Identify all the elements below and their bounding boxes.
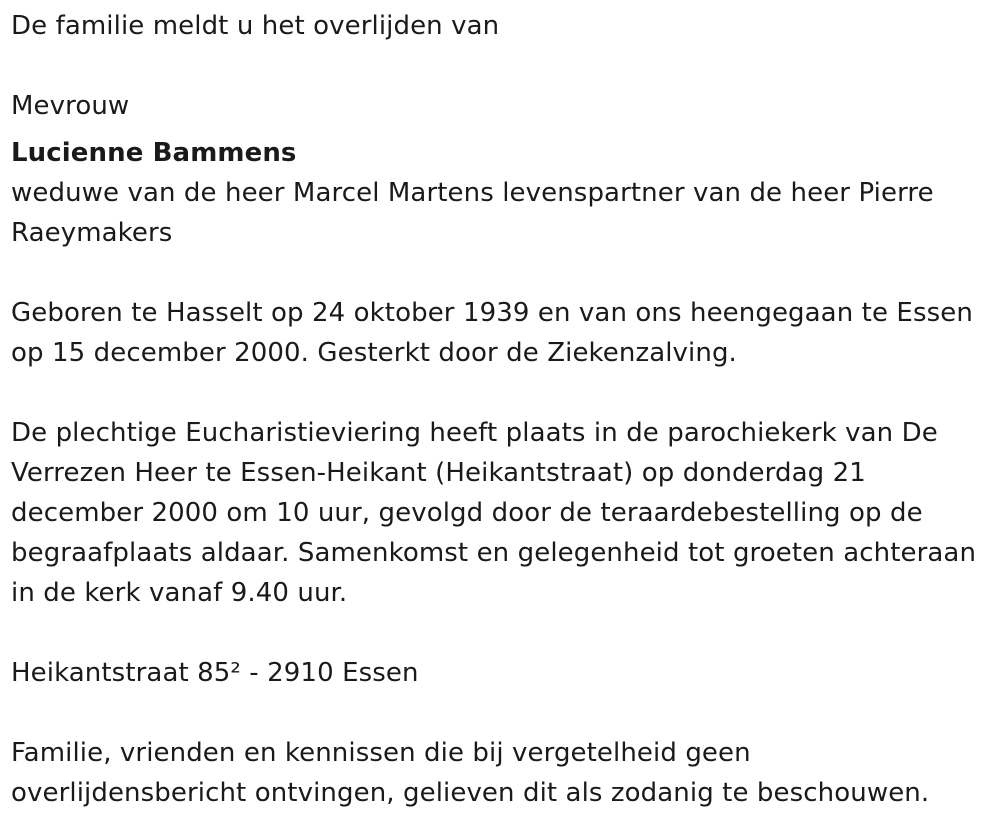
- address-text: Heikantstraat 85² - 2910 Essen: [11, 658, 419, 688]
- intro-text: De familie meldt u het overlijden van: [11, 11, 500, 41]
- spacer: [11, 46, 986, 86]
- spacer: [11, 253, 986, 293]
- salutation: Mevrouw: [11, 91, 130, 121]
- deceased-name: Lucienne Bammens: [11, 138, 297, 168]
- spacer: [11, 693, 986, 733]
- spacer: [11, 373, 986, 413]
- ceremony-text: De plechtige Eucharistieviering heeft plaats in de parochiekerk van De Verrezen Heer te Essen-Heikant (Heikantstraat) op donderdag 21 december 2000 om 10 uur, gevolgd door de teraardebestelling op de begraafplaats aldaar. Samenkomst en gelegenheid tot groeten achteraan in de kerk vanaf 9.40 uur.: [11, 418, 977, 608]
- spacer: [11, 613, 986, 653]
- obituary-notice: [11, 6, 986, 813]
- closing-text: Familie, vrienden en kennissen die bij vergetelheid geen overlijdensbericht ontvingen, gelieven dit als zodanig te beschouwen.: [11, 738, 930, 808]
- relation-text: weduwe van de heer Marcel Martens levenspartner van de heer Pierre Raeymakers: [11, 178, 934, 248]
- birth-death-text: Geboren te Hasselt op 24 oktober 1939 en van ons heengegaan te Essen op 15 december 2000. Gesterkt door de Ziekenzalving.: [11, 298, 973, 368]
